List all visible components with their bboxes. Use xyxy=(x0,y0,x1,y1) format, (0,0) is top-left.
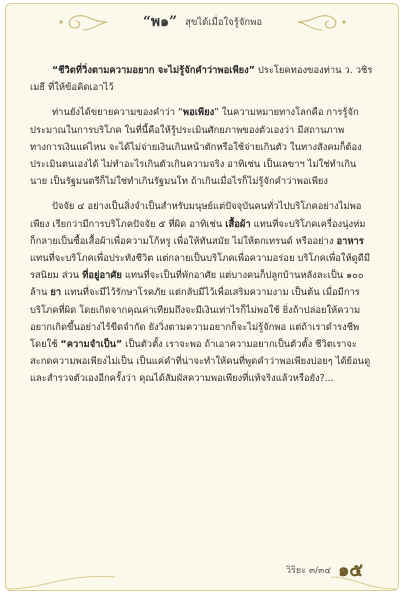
footer-label: วิริยะ ๓/๓๔ xyxy=(286,566,332,576)
text-segment: ปัจจัย ๔ อย่างเป็นสิ่งจำเป็นสำหรับมนุษย์แต่ปัจจุบันคนทั่วไปบริโภคอย่างไม่พอเพียง เรียกว่ามีการบริโภคปัจจัย ๕ ที่ผิด อาทิเช่น xyxy=(30,201,362,230)
paragraph-four-factors xyxy=(30,198,373,387)
running-header xyxy=(78,4,328,40)
text-segment: แทนที่จะเป็นที่พักอาศัย แต่บางคนก็ปลูกบ้านหลังละเป็น ๑๐๐ ล้าน xyxy=(30,270,364,299)
text-segment: แทนที่จะบริโภคเครื่องนุ่งห่ม ก็กลายเป็นซื้อเสื้อผ้าเพื่อความโก้หรู เพื่อให้ทันสมัย ไม่ให้ตกเทรนด์ หรืออย่าง xyxy=(30,218,366,247)
text-segment: เป็นตัวตั้ง เราจะพอ ถ้าเอาความอยากเป็นตัวตั้ง ชีวิตเราจะสะกดความพอเพียงไม่เป็น เป็นแค่คำที่น่าจะทำให้คนที่พูดคำว่าพอเพียงบ่อยๆ ได้ย้อนดูและสำรวจตัวเองอีกครั้งว่า คุณได้สัมผัสความพอเพียงที่แท้จริงแล้วหรือยัง?... xyxy=(30,339,371,385)
header-title: “พ๑” xyxy=(142,14,178,30)
emphasis-term: ที่อยู่อาศัย xyxy=(82,270,122,282)
header-subtitle: สุขได้เมื่อใจรู้จักพอ xyxy=(185,16,263,28)
emphasis-term: เสื้อผ้า xyxy=(225,218,251,230)
text-segment: ท่านยังได้ขยายความของคำว่า “ xyxy=(52,107,183,119)
emphasis-term: พอเพียง xyxy=(182,107,215,119)
emphasis-term: ยา xyxy=(50,287,62,299)
body-text xyxy=(30,62,373,388)
text-segment: ” ในความหมายทางโลกคือ การรู้จักประมาณในการบริโภค ในที่นี้คือให้รู้ประเมินศักยภาพของตัวเองว่า มีสถานภาพทางการเงินแค่ไหน จะได้ไม่จ่ายเงินเกินหน้าตักหรือใช้จ่ายเกินตัว ในทางสังคมก็ต้องประเมินตนเองได้ ไม่ทำอะไรเกินตัวเกินความจริง อาทิเช่น เป็นเลขาฯ ไม่ใช่ทำเกินนาย เป็นรัฐมนตรีก็ไม่ใช่ทำเกินรัฐมนโท ถ้าเกินเมื่อไรก็ไม่รู้จักคำว่าพอเพียง xyxy=(30,107,362,188)
text-segment: แทนที่จะมีไว้รักษาโรคภัย แต่กลับมีไว้เพื่อเสริมความงาม เป็นต้น เมื่อมีการบริโภคที่ผิด โดยเกิดจากคุณค่าเทียมถึงจะมีเงินเท่าไรก็ไม่พอใช้ ยิ่งถ้าปล่อยให้ความอยากเกิดขึ้นอย่างไร้ขีดจำกัด ยังวิ่งตามความอยากก็จะไม่รู้จักพอ แต่ถ้าเราดำรงชีพโดยใช้ xyxy=(30,287,361,351)
emphasis-term: “ความจำเป็น” xyxy=(60,339,123,351)
page-number: ๑๕ xyxy=(338,560,364,581)
paragraph-quote xyxy=(30,62,373,96)
paragraph-meaning xyxy=(30,104,373,190)
text-segment: แทนที่จะบริโภคเพื่อประทังชีวิต แต่กลายเป็นบริโภคเพื่อความอร่อย บริโภคเพื่อให้ดูดีมีรสนิยม ส่วน xyxy=(30,253,371,282)
emphasis-term: อาหาร xyxy=(336,235,364,247)
quote-text: “ชีวิตที่วิ่งตามความอยาก จะไม่รู้จักคำว่าพอเพียง” xyxy=(52,65,255,76)
quote-attribution: ประโยคทองของท่าน ว. วชิรเมธี ที่ให้ข้อคิดเอาไว้ xyxy=(30,65,373,94)
